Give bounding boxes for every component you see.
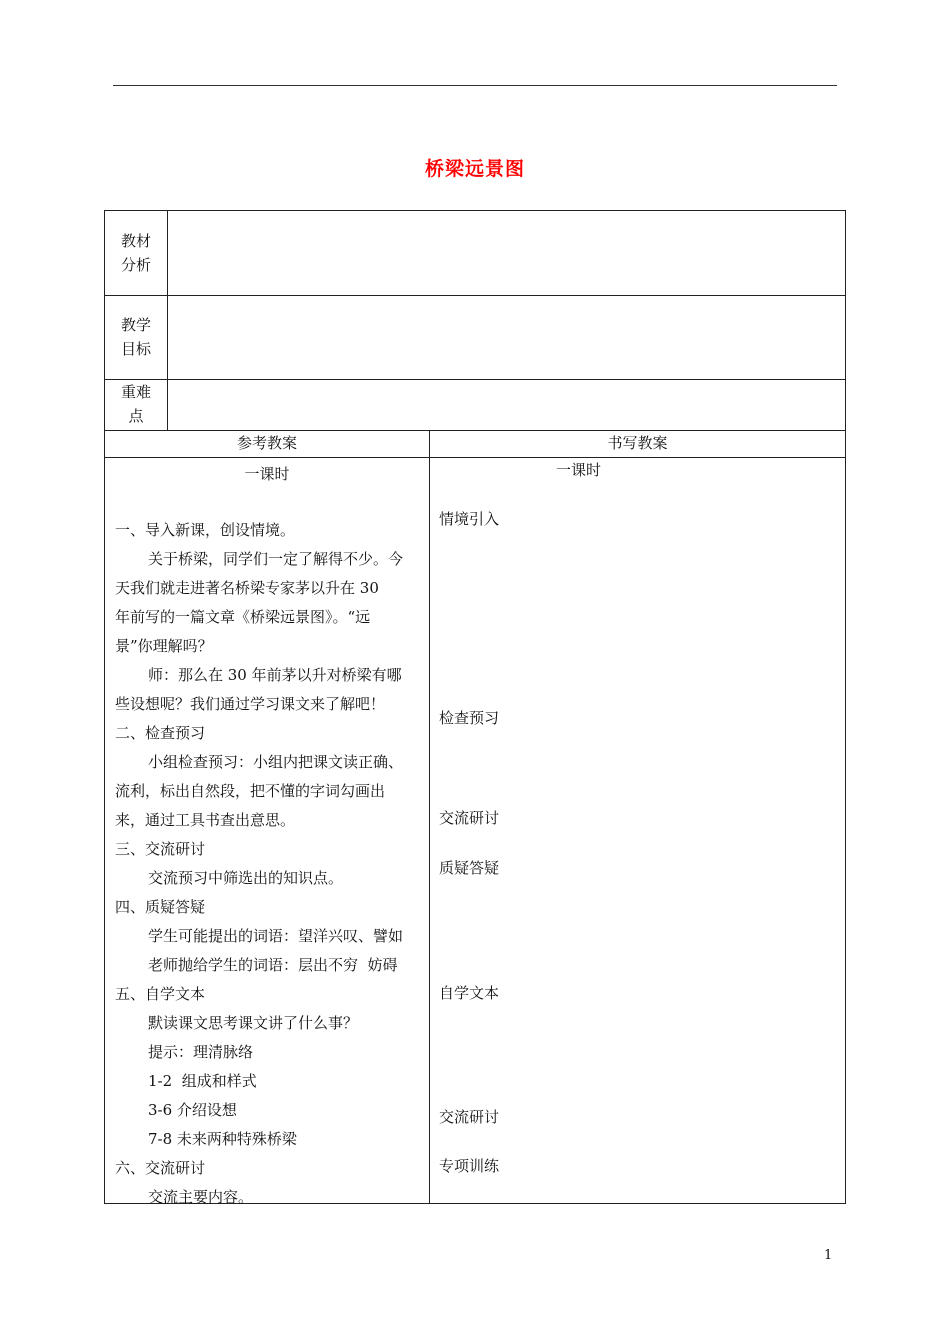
right-note-preview: 检查预习 bbox=[439, 709, 500, 727]
lesson-plan-table bbox=[104, 210, 846, 1204]
paragraph-line: 交流预习中筛选出的知识点。 bbox=[148, 869, 344, 887]
paragraph-line: 流利，标出自然段，把不懂的字词勾画出 bbox=[115, 782, 386, 800]
label-teaching-goals bbox=[105, 313, 167, 361]
section-heading: 一、导入新课，创设情境。 bbox=[115, 521, 296, 539]
right-note-self-study: 自学文本 bbox=[439, 984, 500, 1002]
section-heading: 二、检查预习 bbox=[115, 724, 206, 742]
paragraph-line: 1-2 组成和样式 bbox=[148, 1072, 257, 1090]
right-period: 一课时 bbox=[556, 461, 602, 479]
left-period: 一课时 bbox=[244, 465, 290, 483]
left-column-header: 参考教案 bbox=[236, 434, 297, 452]
row-divider bbox=[105, 295, 845, 296]
paragraph-line: 默读课文思考课文讲了什么事？ bbox=[148, 1014, 359, 1032]
paragraph-line: 年前写的一篇文章《桥梁远景图》。“远 bbox=[115, 608, 371, 626]
left-lesson-content bbox=[115, 516, 425, 1212]
label-textbook-analysis bbox=[105, 229, 167, 277]
section-heading: 三、交流研讨 bbox=[115, 840, 206, 858]
section-heading: 六、交流研讨 bbox=[115, 1159, 206, 1177]
right-note-discussion-2: 交流研讨 bbox=[439, 1108, 500, 1126]
paragraph-line: 交流主要内容。 bbox=[148, 1188, 254, 1206]
row-divider bbox=[105, 457, 845, 458]
label-line: 目标 bbox=[120, 340, 151, 358]
paragraph-line: 提示：理清脉络 bbox=[148, 1043, 254, 1061]
paragraph-line: 天我们就走进著名桥梁专家茅以升在 30 bbox=[115, 579, 379, 597]
label-line: 教材 bbox=[120, 232, 151, 250]
paragraph-line: 小组检查预习：小组内把课文读正确、 bbox=[148, 753, 404, 771]
header-rule bbox=[113, 85, 837, 86]
right-note-intro: 情境引入 bbox=[439, 510, 500, 528]
label-key-points bbox=[105, 380, 167, 428]
paragraph-line: 些设想呢？我们通过学习课文来了解吧！ bbox=[115, 695, 386, 713]
document-title: 桥梁远景图 bbox=[424, 158, 525, 180]
paragraph-line: 3-6 介绍设想 bbox=[148, 1101, 237, 1119]
label-line: 分析 bbox=[120, 256, 151, 274]
row-divider bbox=[105, 379, 845, 380]
paragraph-line: 关于桥梁，同学们一定了解得不少。今 bbox=[148, 550, 404, 568]
page-number: 1 bbox=[824, 1248, 833, 1263]
paragraph-line: 景”你理解吗？ bbox=[115, 637, 213, 655]
paragraph-line: 学生可能提出的词语：望洋兴叹、譬如 bbox=[148, 927, 404, 945]
label-line: 点 bbox=[128, 407, 144, 425]
right-note-training: 专项训练 bbox=[439, 1157, 500, 1175]
label-column-divider bbox=[167, 211, 168, 430]
paragraph-line: 老师抛给学生的词语：层出不穷 妨碍 bbox=[148, 956, 398, 974]
label-line: 教学 bbox=[120, 316, 151, 334]
right-column-header: 书写教案 bbox=[607, 434, 668, 452]
right-note-discussion: 交流研讨 bbox=[439, 809, 500, 827]
center-column-divider bbox=[429, 430, 430, 1203]
section-heading: 五、自学文本 bbox=[115, 985, 206, 1003]
paragraph-line: 来，通过工具书查出意思。 bbox=[115, 811, 296, 829]
label-line: 重难 bbox=[120, 383, 151, 401]
paragraph-line: 师：那么在 30 年前茅以升对桥梁有哪 bbox=[148, 666, 402, 684]
right-note-questions: 质疑答疑 bbox=[439, 859, 500, 877]
paragraph-line: 7-8 未来两种特殊桥梁 bbox=[148, 1130, 297, 1148]
section-heading: 四、质疑答疑 bbox=[115, 898, 206, 916]
